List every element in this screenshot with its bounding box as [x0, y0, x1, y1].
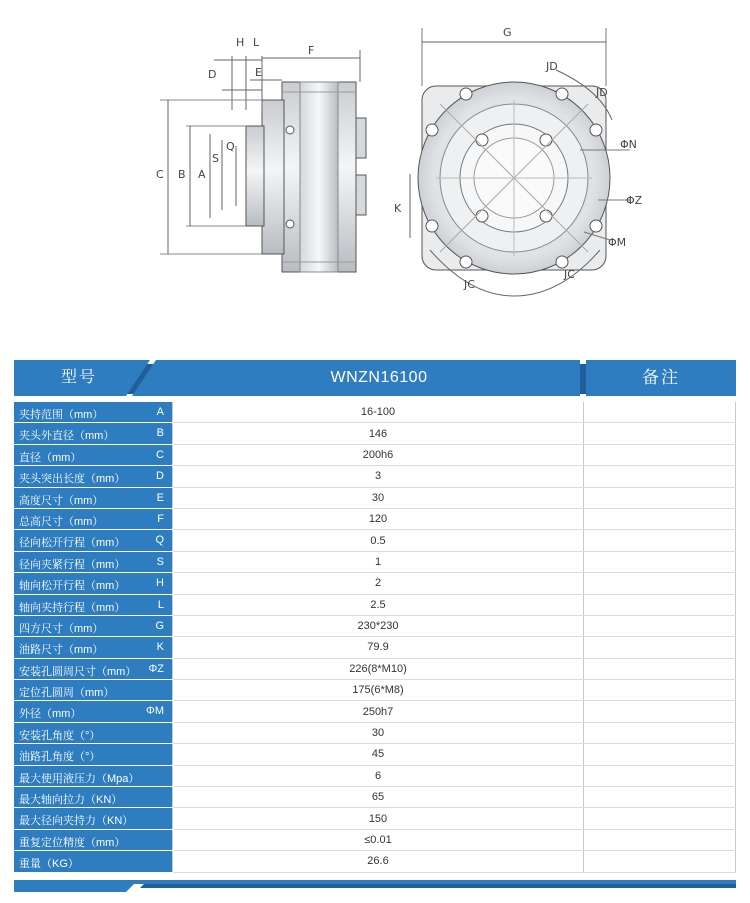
row-param-code: G — [155, 619, 164, 632]
row-value-cell: 65 — [173, 787, 584, 808]
row-note-cell — [584, 787, 736, 808]
row-label-cell — [14, 530, 173, 551]
row-label-cell — [14, 402, 173, 423]
table-row — [14, 808, 736, 829]
row-value-cell: 30 — [173, 722, 584, 743]
header-note-label: 备注 — [642, 368, 680, 387]
row-note-cell — [584, 423, 736, 444]
table-row — [14, 487, 736, 508]
row-param-name: 四方尺寸（mm） — [19, 622, 104, 635]
row-note-cell — [584, 444, 736, 465]
row-param-name: 轴向夹持行程（mm） — [19, 601, 126, 614]
dim-label-m: ΦM — [608, 236, 627, 249]
dim-label-b: B — [178, 168, 186, 181]
row-param-name: 径向松开行程（mm） — [19, 537, 126, 550]
row-param-code: ΦZ — [148, 662, 164, 675]
dim-label-d: D — [208, 68, 217, 81]
row-param-name: 定位孔圆周（mm） — [19, 687, 115, 700]
spec-table — [14, 402, 736, 873]
row-note-cell — [584, 402, 736, 423]
table-row — [14, 829, 736, 850]
row-value-cell: 250h7 — [173, 701, 584, 722]
table-row — [14, 851, 736, 872]
row-label-cell — [14, 680, 173, 701]
technical-drawing — [0, 0, 750, 345]
row-param-code: ΦM — [146, 705, 164, 718]
row-param-code: F — [157, 512, 164, 525]
row-param-name: 油路尺寸（mm） — [19, 644, 104, 657]
row-value-cell: 226(8*M10) — [173, 658, 584, 679]
row-label-cell — [14, 508, 173, 529]
row-label-cell — [14, 615, 173, 636]
dim-label-c: C — [156, 168, 164, 181]
row-value-cell: ≤0.01 — [173, 829, 584, 850]
row-value-cell: 175(6*M8) — [173, 680, 584, 701]
row-label-cell — [14, 787, 173, 808]
table-row — [14, 444, 736, 465]
row-note-cell — [584, 594, 736, 615]
dim-label-l: L — [253, 36, 260, 49]
row-param-name: 夹头突出长度（mm） — [19, 473, 126, 486]
row-param-name: 最大轴向拉力（KN） — [19, 794, 123, 807]
row-value-cell: 230*230 — [173, 615, 584, 636]
row-note-cell — [584, 851, 736, 872]
row-value-cell: 30 — [173, 487, 584, 508]
row-value-cell: 1 — [173, 551, 584, 572]
dim-label-g: G — [503, 26, 512, 39]
row-param-code: A — [156, 406, 164, 418]
row-label-cell — [14, 466, 173, 487]
table-row — [14, 658, 736, 679]
row-note-cell — [584, 701, 736, 722]
dim-label-h: H — [236, 36, 245, 49]
row-note-cell — [584, 765, 736, 786]
row-param-name: 油路孔角度（°） — [19, 751, 101, 764]
row-value-cell: 120 — [173, 508, 584, 529]
row-param-code: L — [157, 598, 164, 611]
row-value-cell: 200h6 — [173, 444, 584, 465]
row-param-name: 夹头外直径（mm） — [19, 430, 115, 443]
row-value-cell: 2.5 — [173, 594, 584, 615]
row-value-cell: 2 — [173, 573, 584, 594]
row-note-cell — [584, 829, 736, 850]
row-param-code: H — [156, 577, 164, 590]
row-param-code: D — [156, 470, 164, 483]
table-row — [14, 508, 736, 529]
table-row — [14, 637, 736, 658]
table-row — [14, 466, 736, 487]
table-row — [14, 615, 736, 636]
dim-label-jd-1: JD — [546, 60, 558, 73]
row-param-name: 高度尺寸（mm） — [19, 494, 104, 507]
row-value-cell: 6 — [173, 765, 584, 786]
row-label-cell — [14, 573, 173, 594]
row-note-cell — [584, 487, 736, 508]
footer-band-svg — [14, 880, 736, 892]
row-label-cell — [14, 851, 173, 872]
row-label-cell — [14, 829, 173, 850]
dim-label-a: A — [198, 168, 206, 181]
row-label-cell — [14, 701, 173, 722]
dim-label-e: E — [255, 66, 262, 79]
dim-label-k: K — [394, 202, 402, 215]
dim-label-q: Q — [226, 140, 235, 153]
row-value-cell: 45 — [173, 744, 584, 765]
row-label-cell — [14, 765, 173, 786]
row-label-cell — [14, 637, 173, 658]
row-param-name: 安装孔圆周尺寸（mm） — [19, 665, 137, 678]
row-param-name: 最大使用液压力（Mpa） — [19, 772, 140, 785]
row-note-cell — [584, 744, 736, 765]
dim-label-jc-2: JC — [564, 268, 575, 281]
row-param-code: C — [156, 448, 164, 461]
dim-label-n: ΦN — [620, 138, 637, 151]
row-note-cell — [584, 508, 736, 529]
row-value-cell: 26.6 — [173, 851, 584, 872]
row-note-cell — [584, 466, 736, 487]
row-value-cell: 150 — [173, 808, 584, 829]
row-label-cell — [14, 444, 173, 465]
row-param-name: 直径（mm） — [19, 451, 82, 464]
row-param-name: 安装孔角度（°） — [19, 729, 101, 742]
row-note-cell — [584, 637, 736, 658]
row-param-code: S — [156, 555, 164, 568]
table-row — [14, 701, 736, 722]
row-value-cell: 16-100 — [173, 402, 584, 423]
table-row — [14, 530, 736, 551]
row-note-cell — [584, 573, 736, 594]
table-row — [14, 551, 736, 572]
table-row — [14, 573, 736, 594]
front-view — [394, 26, 643, 296]
row-param-name: 重量（KG） — [19, 858, 79, 871]
row-note-cell — [584, 722, 736, 743]
row-label-cell — [14, 744, 173, 765]
row-note-cell — [584, 808, 736, 829]
row-label-cell — [14, 808, 173, 829]
row-label-cell — [14, 551, 173, 572]
table-row — [14, 722, 736, 743]
row-label-cell — [14, 658, 173, 679]
row-param-name: 总高尺寸（mm） — [19, 515, 104, 528]
row-note-cell — [584, 680, 736, 701]
dim-label-jc-1: JC — [464, 278, 475, 291]
row-label-cell — [14, 423, 173, 444]
row-note-cell — [584, 530, 736, 551]
row-note-cell — [584, 551, 736, 572]
footer-band — [14, 880, 736, 892]
row-param-name: 径向夹紧行程（mm） — [19, 558, 126, 571]
table-row — [14, 765, 736, 786]
row-label-cell — [14, 722, 173, 743]
row-param-name: 轴向松开行程（mm） — [19, 580, 126, 593]
header-model-value: WNZN16100 — [330, 369, 428, 386]
table-row — [14, 744, 736, 765]
table-row — [14, 787, 736, 808]
row-value-cell: 3 — [173, 466, 584, 487]
table-row — [14, 680, 736, 701]
row-param-name: 外径（mm） — [19, 708, 82, 721]
row-param-name: 重复定位精度（mm） — [19, 836, 126, 849]
row-param-code: B — [156, 427, 164, 440]
row-param-name: 夹持范围（mm） — [19, 409, 104, 421]
dim-label-f: F — [308, 44, 315, 57]
row-value-cell: 79.9 — [173, 637, 584, 658]
dim-label-jd-2: JD — [596, 86, 608, 99]
spec-table-header — [14, 360, 736, 396]
row-param-code: E — [156, 491, 164, 504]
dim-label-z: ΦZ — [626, 194, 643, 207]
table-row — [14, 594, 736, 615]
row-param-name: 最大径向夹持力（KN） — [19, 815, 134, 828]
row-label-cell — [14, 594, 173, 615]
row-note-cell — [584, 658, 736, 679]
table-row — [14, 423, 736, 444]
side-view — [156, 36, 366, 272]
chuck-drawing-svg — [0, 0, 750, 345]
row-value-cell: 0.5 — [173, 530, 584, 551]
table-row — [14, 402, 736, 423]
row-value-cell: 146 — [173, 423, 584, 444]
row-param-code: Q — [155, 534, 164, 547]
header-model-label: 型号 — [60, 369, 97, 386]
row-note-cell — [584, 615, 736, 636]
dim-label-s: S — [212, 152, 219, 165]
spec-table-body — [14, 402, 736, 872]
row-param-code: K — [156, 641, 164, 654]
row-label-cell — [14, 487, 173, 508]
